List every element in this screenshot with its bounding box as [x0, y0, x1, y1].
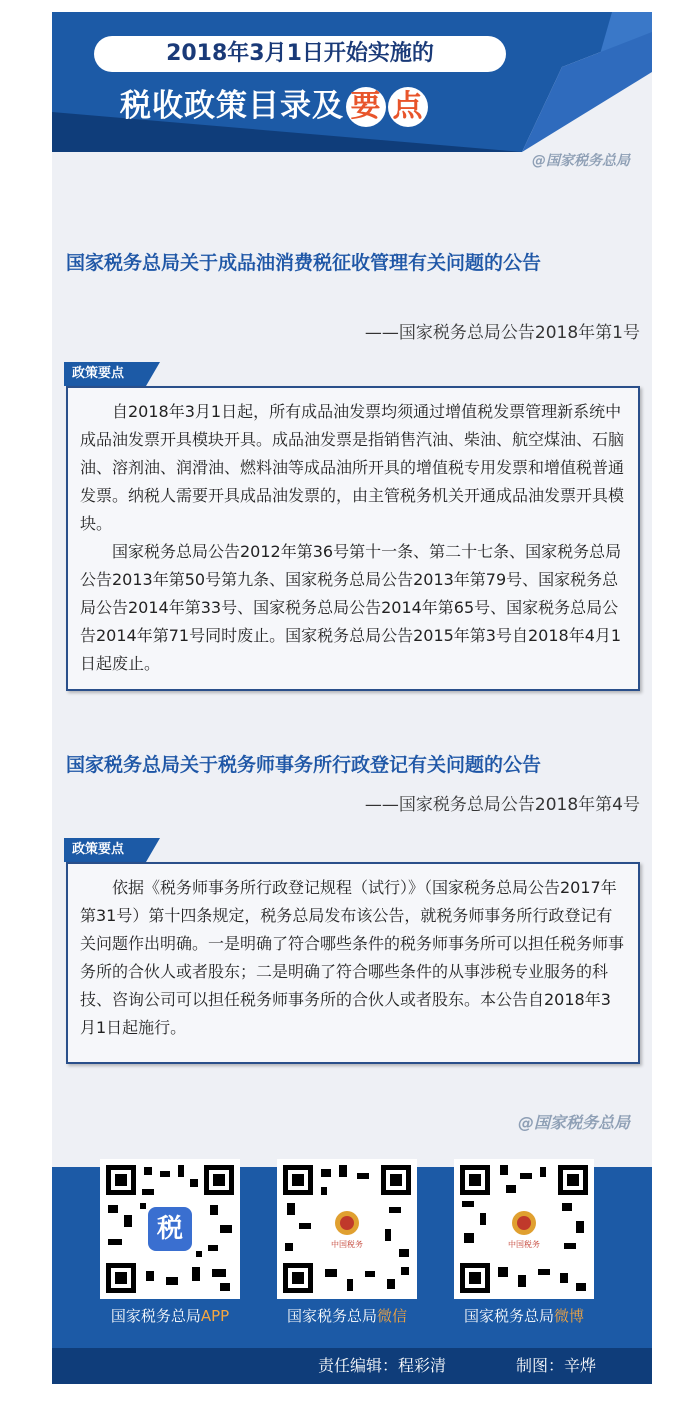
qr-label-weibo — [434, 1305, 614, 1326]
header-banner — [52, 12, 652, 152]
qr-center-label: 税 — [156, 1214, 183, 1244]
section-1-title: 国家税务总局关于成品油消费税征收管理有关问题的公告 — [66, 252, 542, 274]
qr-label-highlight: 微博 — [554, 1307, 585, 1325]
qr-label-text: 国家税务总局 — [463, 1307, 554, 1325]
section-2-title: 国家税务总局关于税务师事务所行政登记有关问题的公告 — [66, 754, 542, 776]
qr-label-highlight: APP — [200, 1307, 230, 1325]
header-line2 — [120, 84, 428, 128]
designer-credit: 制图：辛烨 — [516, 1356, 597, 1375]
credits-bar — [52, 1348, 652, 1384]
section-1-paragraph-1: 自2018年3月1日起，所有成品油发票均须通过增值税发票管理新系统中成品油发票开具模块开具。成品油发票是指销售汽油、柴油、航空煤油、石脑油、溶剂油、润滑油、燃料油等成品油所开具的增值税专用发票和增值税普通发票。纳税人需要开具成品油发票的，由主管税务机关开通成品油发票开具模块。 — [80, 402, 625, 533]
section-2-ref: ——国家税务总局公告2018年第4号 — [364, 795, 640, 815]
qr-code-icon — [277, 1159, 417, 1299]
header-line2-main: 税收政策目录及 — [120, 88, 344, 124]
qr-label-app — [80, 1305, 260, 1326]
section-2-paragraph-1: 依据《税务师事务所行政登记规程（试行）》（国家税务总局公告2017年第31号）第十四条规定，税务总局发布该公告，就税务师事务所行政登记有关问题作出明确。一是明确了符合哪些条件的税务师事务所可以担任税务师事务所的合伙人或者股东；二是明确了符合哪些条件的从事涉税专业服务的科技、咨询公司可以担任税务师事务所的合伙人或者股东。本公告自2018年3月1日起施行。 — [80, 878, 625, 1037]
editor-credit: 责任编辑：程彩清 — [318, 1356, 447, 1375]
section-1-tag: 政策要点 — [64, 362, 146, 386]
qr-center-label: 中国税务 — [508, 1240, 540, 1249]
header-char-1: 要 — [346, 87, 386, 127]
section-2-tag: 政策要点 — [64, 838, 146, 862]
poster — [52, 12, 652, 1384]
qr-code-weibo[interactable] — [454, 1159, 594, 1299]
section-1-paragraph-2: 国家税务总局公告2012年第36号第十一条、第二十七条、国家税务总局公告2013年第50号第九条、国家税务总局公告2013年第79号、国家税务总局公告2014年第33号、国家税务总局公告2014年第65号、国家税务总局公告2014年第71号同时废止。国家税务总局公告2015年第3号自2018年4月1日起废止。 — [80, 542, 622, 673]
qr-code-wechat[interactable] — [277, 1159, 417, 1299]
header-watermark: @国家税务总局 — [532, 153, 630, 169]
footer-watermark: @国家税务总局 — [517, 1113, 630, 1132]
section-2-box — [66, 862, 640, 1064]
qr-code-icon — [454, 1159, 594, 1299]
section-1-ref: ——国家税务总局公告2018年第1号 — [364, 323, 640, 343]
qr-code-app[interactable] — [100, 1159, 240, 1299]
qr-label-text: 国家税务总局 — [286, 1307, 377, 1325]
qr-center-label: 中国税务 — [331, 1240, 363, 1249]
header-line1: 2018年3月1日开始实施的 — [94, 36, 506, 72]
qr-label-text: 国家税务总局 — [110, 1307, 201, 1325]
section-1-box — [66, 386, 640, 691]
qr-label-highlight: 微信 — [377, 1307, 408, 1325]
qr-label-wechat — [257, 1305, 437, 1326]
header-char-2: 点 — [388, 87, 428, 127]
